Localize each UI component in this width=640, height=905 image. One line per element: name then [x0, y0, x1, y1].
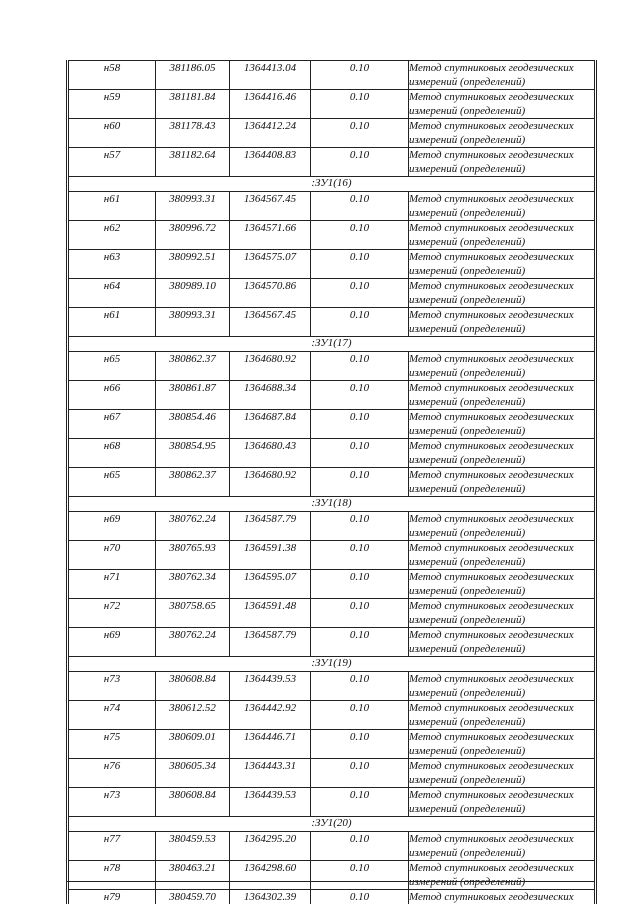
accuracy-cell: 0.10	[311, 788, 409, 817]
x-coordinate-cell: 380862.37	[156, 468, 230, 497]
accuracy-cell: 0.10	[311, 759, 409, 788]
point-name-cell: н60	[68, 119, 156, 148]
page-bottom-border	[66, 881, 594, 882]
table-row	[68, 410, 596, 439]
parcel-group-row	[68, 337, 596, 352]
method-cell: Метод спутниковых геодезических измерений (определений)	[409, 468, 596, 497]
y-coordinate-cell: 1364680.92	[230, 352, 311, 381]
point-name-cell: н69	[68, 512, 156, 541]
accuracy-cell: 0.10	[311, 192, 409, 221]
x-coordinate-cell: 380608.84	[156, 788, 230, 817]
x-coordinate-cell: 380758.65	[156, 599, 230, 628]
y-coordinate-cell: 1364442.92	[230, 701, 311, 730]
accuracy-cell: 0.10	[311, 61, 409, 90]
y-coordinate-cell: 1364680.43	[230, 439, 311, 468]
table-row	[68, 541, 596, 570]
table-row	[68, 439, 596, 468]
y-coordinate-cell: 1364570.86	[230, 279, 311, 308]
accuracy-cell: 0.10	[311, 119, 409, 148]
point-name-cell: н66	[68, 381, 156, 410]
accuracy-cell: 0.10	[311, 221, 409, 250]
accuracy-cell: 0.10	[311, 599, 409, 628]
parcel-group-row	[68, 657, 596, 672]
accuracy-cell: 0.10	[311, 381, 409, 410]
parcel-label: :ЗУ1(18)	[68, 497, 596, 512]
parcel-group-row	[68, 497, 596, 512]
method-cell: Метод спутниковых геодезических измерений (определений)	[409, 119, 596, 148]
table-row	[68, 192, 596, 221]
method-cell: Метод спутниковых геодезических измерений (определений)	[409, 61, 596, 90]
y-coordinate-cell: 1364687.84	[230, 410, 311, 439]
y-coordinate-cell: 1364567.45	[230, 192, 311, 221]
method-cell: Метод спутниковых геодезических измерений (определений)	[409, 701, 596, 730]
parcel-label: :ЗУ1(20)	[68, 817, 596, 832]
table-row	[68, 832, 596, 861]
accuracy-cell: 0.10	[311, 352, 409, 381]
accuracy-cell: 0.10	[311, 439, 409, 468]
y-coordinate-cell: 1364413.04	[230, 61, 311, 90]
table-row	[68, 628, 596, 657]
accuracy-cell: 0.10	[311, 832, 409, 861]
point-name-cell: н73	[68, 672, 156, 701]
y-coordinate-cell: 1364587.79	[230, 628, 311, 657]
accuracy-cell: 0.10	[311, 250, 409, 279]
table-row	[68, 570, 596, 599]
table-row	[68, 599, 596, 628]
x-coordinate-cell: 380605.34	[156, 759, 230, 788]
table-row	[68, 221, 596, 250]
parcel-group-row	[68, 177, 596, 192]
accuracy-cell: 0.10	[311, 410, 409, 439]
accuracy-cell: 0.10	[311, 148, 409, 177]
table-row	[68, 148, 596, 177]
accuracy-cell: 0.10	[311, 701, 409, 730]
method-cell: Метод спутниковых геодезических измерений (определений)	[409, 90, 596, 119]
y-coordinate-cell: 1364587.79	[230, 512, 311, 541]
y-coordinate-cell: 1364446.71	[230, 730, 311, 759]
table-row	[68, 119, 596, 148]
point-name-cell: н61	[68, 308, 156, 337]
x-coordinate-cell: 380459.53	[156, 832, 230, 861]
y-coordinate-cell: 1364408.83	[230, 148, 311, 177]
parcel-label: :ЗУ1(16)	[68, 177, 596, 192]
point-name-cell: н73	[68, 788, 156, 817]
table-row	[68, 890, 596, 905]
point-name-cell: н69	[68, 628, 156, 657]
x-coordinate-cell: 380861.87	[156, 381, 230, 410]
parcel-label: :ЗУ1(17)	[68, 337, 596, 352]
x-coordinate-cell: 380765.93	[156, 541, 230, 570]
x-coordinate-cell: 380854.46	[156, 410, 230, 439]
method-cell: Метод спутниковых геодезических измерений (определений)	[409, 730, 596, 759]
method-cell: Метод спутниковых геодезических измерений (определений)	[409, 439, 596, 468]
x-coordinate-cell: 380612.52	[156, 701, 230, 730]
y-coordinate-cell: 1364571.66	[230, 221, 311, 250]
x-coordinate-cell: 380609.01	[156, 730, 230, 759]
point-name-cell: н61	[68, 192, 156, 221]
method-cell: Метод спутниковых геодезических измерений (определений)	[409, 352, 596, 381]
method-cell: Метод спутниковых геодезических измерений (определений)	[409, 628, 596, 657]
point-name-cell: н77	[68, 832, 156, 861]
method-cell: Метод спутниковых геодезических измерений (определений)	[409, 250, 596, 279]
accuracy-cell: 0.10	[311, 308, 409, 337]
method-cell: Метод спутниковых геодезических измерений (определений)	[409, 599, 596, 628]
y-coordinate-cell: 1364439.53	[230, 788, 311, 817]
point-name-cell: н74	[68, 701, 156, 730]
table-row	[68, 250, 596, 279]
point-name-cell: н68	[68, 439, 156, 468]
method-cell: Метод спутниковых геодезических измерений (определений)	[409, 759, 596, 788]
accuracy-cell: 0.10	[311, 468, 409, 497]
method-cell: Метод спутниковых геодезических измерений (определений)	[409, 308, 596, 337]
point-name-cell: н57	[68, 148, 156, 177]
method-cell: Метод спутниковых геодезических измерений (определений)	[409, 512, 596, 541]
x-coordinate-cell: 381182.64	[156, 148, 230, 177]
method-cell: Метод спутниковых геодезических измерений (определений)	[409, 279, 596, 308]
accuracy-cell: 0.10	[311, 672, 409, 701]
point-name-cell: н65	[68, 468, 156, 497]
table-row	[68, 90, 596, 119]
point-name-cell: н72	[68, 599, 156, 628]
y-coordinate-cell: 1364302.39	[230, 890, 311, 905]
accuracy-cell: 0.10	[311, 890, 409, 905]
x-coordinate-cell: 381186.05	[156, 61, 230, 90]
x-coordinate-cell: 380459.70	[156, 890, 230, 905]
point-name-cell: н59	[68, 90, 156, 119]
method-cell: Метод спутниковых геодезических измерений (определений)	[409, 672, 596, 701]
x-coordinate-cell: 380854.95	[156, 439, 230, 468]
point-name-cell: н79	[68, 890, 156, 905]
x-coordinate-cell: 381181.84	[156, 90, 230, 119]
y-coordinate-cell: 1364443.31	[230, 759, 311, 788]
y-coordinate-cell: 1364591.38	[230, 541, 311, 570]
y-coordinate-cell: 1364591.48	[230, 599, 311, 628]
method-cell: Метод спутниковых геодезических измерений (определений)	[409, 148, 596, 177]
method-cell: Метод спутниковых геодезических измерений (определений)	[409, 832, 596, 861]
point-name-cell: н58	[68, 61, 156, 90]
table-row	[68, 861, 596, 890]
method-cell: Метод спутниковых геодезических	[409, 890, 596, 905]
x-coordinate-cell: 380993.31	[156, 192, 230, 221]
point-name-cell: н63	[68, 250, 156, 279]
table-row	[68, 672, 596, 701]
point-name-cell: н75	[68, 730, 156, 759]
table-row	[68, 788, 596, 817]
accuracy-cell: 0.10	[311, 730, 409, 759]
method-cell: Метод спутниковых геодезических измерений (определений)	[409, 861, 596, 890]
point-name-cell: н67	[68, 410, 156, 439]
table-row	[68, 730, 596, 759]
y-coordinate-cell: 1364595.07	[230, 570, 311, 599]
accuracy-cell: 0.10	[311, 628, 409, 657]
table-row	[68, 468, 596, 497]
y-coordinate-cell: 1364295.20	[230, 832, 311, 861]
y-coordinate-cell: 1364412.24	[230, 119, 311, 148]
y-coordinate-cell: 1364680.92	[230, 468, 311, 497]
table-row	[68, 352, 596, 381]
table-row	[68, 512, 596, 541]
point-name-cell: н62	[68, 221, 156, 250]
coordinates-table	[66, 60, 597, 904]
accuracy-cell: 0.10	[311, 570, 409, 599]
x-coordinate-cell: 380992.51	[156, 250, 230, 279]
method-cell: Метод спутниковых геодезических измерений (определений)	[409, 410, 596, 439]
x-coordinate-cell: 380463.21	[156, 861, 230, 890]
y-coordinate-cell: 1364688.34	[230, 381, 311, 410]
accuracy-cell: 0.10	[311, 279, 409, 308]
x-coordinate-cell: 380762.34	[156, 570, 230, 599]
point-name-cell: н70	[68, 541, 156, 570]
point-name-cell: н78	[68, 861, 156, 890]
y-coordinate-cell: 1364575.07	[230, 250, 311, 279]
method-cell: Метод спутниковых геодезических измерений (определений)	[409, 192, 596, 221]
method-cell: Метод спутниковых геодезических измерений (определений)	[409, 570, 596, 599]
point-name-cell: н64	[68, 279, 156, 308]
parcel-group-row	[68, 817, 596, 832]
x-coordinate-cell: 380762.24	[156, 512, 230, 541]
accuracy-cell: 0.10	[311, 90, 409, 119]
method-cell: Метод спутниковых геодезических измерений (определений)	[409, 221, 596, 250]
coordinates-table-body	[68, 61, 596, 905]
x-coordinate-cell: 380996.72	[156, 221, 230, 250]
method-cell: Метод спутниковых геодезических измерений (определений)	[409, 541, 596, 570]
x-coordinate-cell: 380862.37	[156, 352, 230, 381]
point-name-cell: н65	[68, 352, 156, 381]
table-row	[68, 759, 596, 788]
table-row	[68, 279, 596, 308]
table-row	[68, 701, 596, 730]
x-coordinate-cell: 380608.84	[156, 672, 230, 701]
accuracy-cell: 0.10	[311, 512, 409, 541]
y-coordinate-cell: 1364298.60	[230, 861, 311, 890]
x-coordinate-cell: 380762.24	[156, 628, 230, 657]
x-coordinate-cell: 380993.31	[156, 308, 230, 337]
accuracy-cell: 0.10	[311, 541, 409, 570]
parcel-label: :ЗУ1(19)	[68, 657, 596, 672]
x-coordinate-cell: 380989.10	[156, 279, 230, 308]
y-coordinate-cell: 1364439.53	[230, 672, 311, 701]
table-row	[68, 61, 596, 90]
method-cell: Метод спутниковых геодезических измерений (определений)	[409, 788, 596, 817]
y-coordinate-cell: 1364416.46	[230, 90, 311, 119]
accuracy-cell: 0.10	[311, 861, 409, 890]
method-cell: Метод спутниковых геодезических измерений (определений)	[409, 381, 596, 410]
x-coordinate-cell: 381178.43	[156, 119, 230, 148]
point-name-cell: н71	[68, 570, 156, 599]
table-row	[68, 308, 596, 337]
y-coordinate-cell: 1364567.45	[230, 308, 311, 337]
point-name-cell: н76	[68, 759, 156, 788]
table-row	[68, 381, 596, 410]
document-page	[66, 60, 594, 904]
